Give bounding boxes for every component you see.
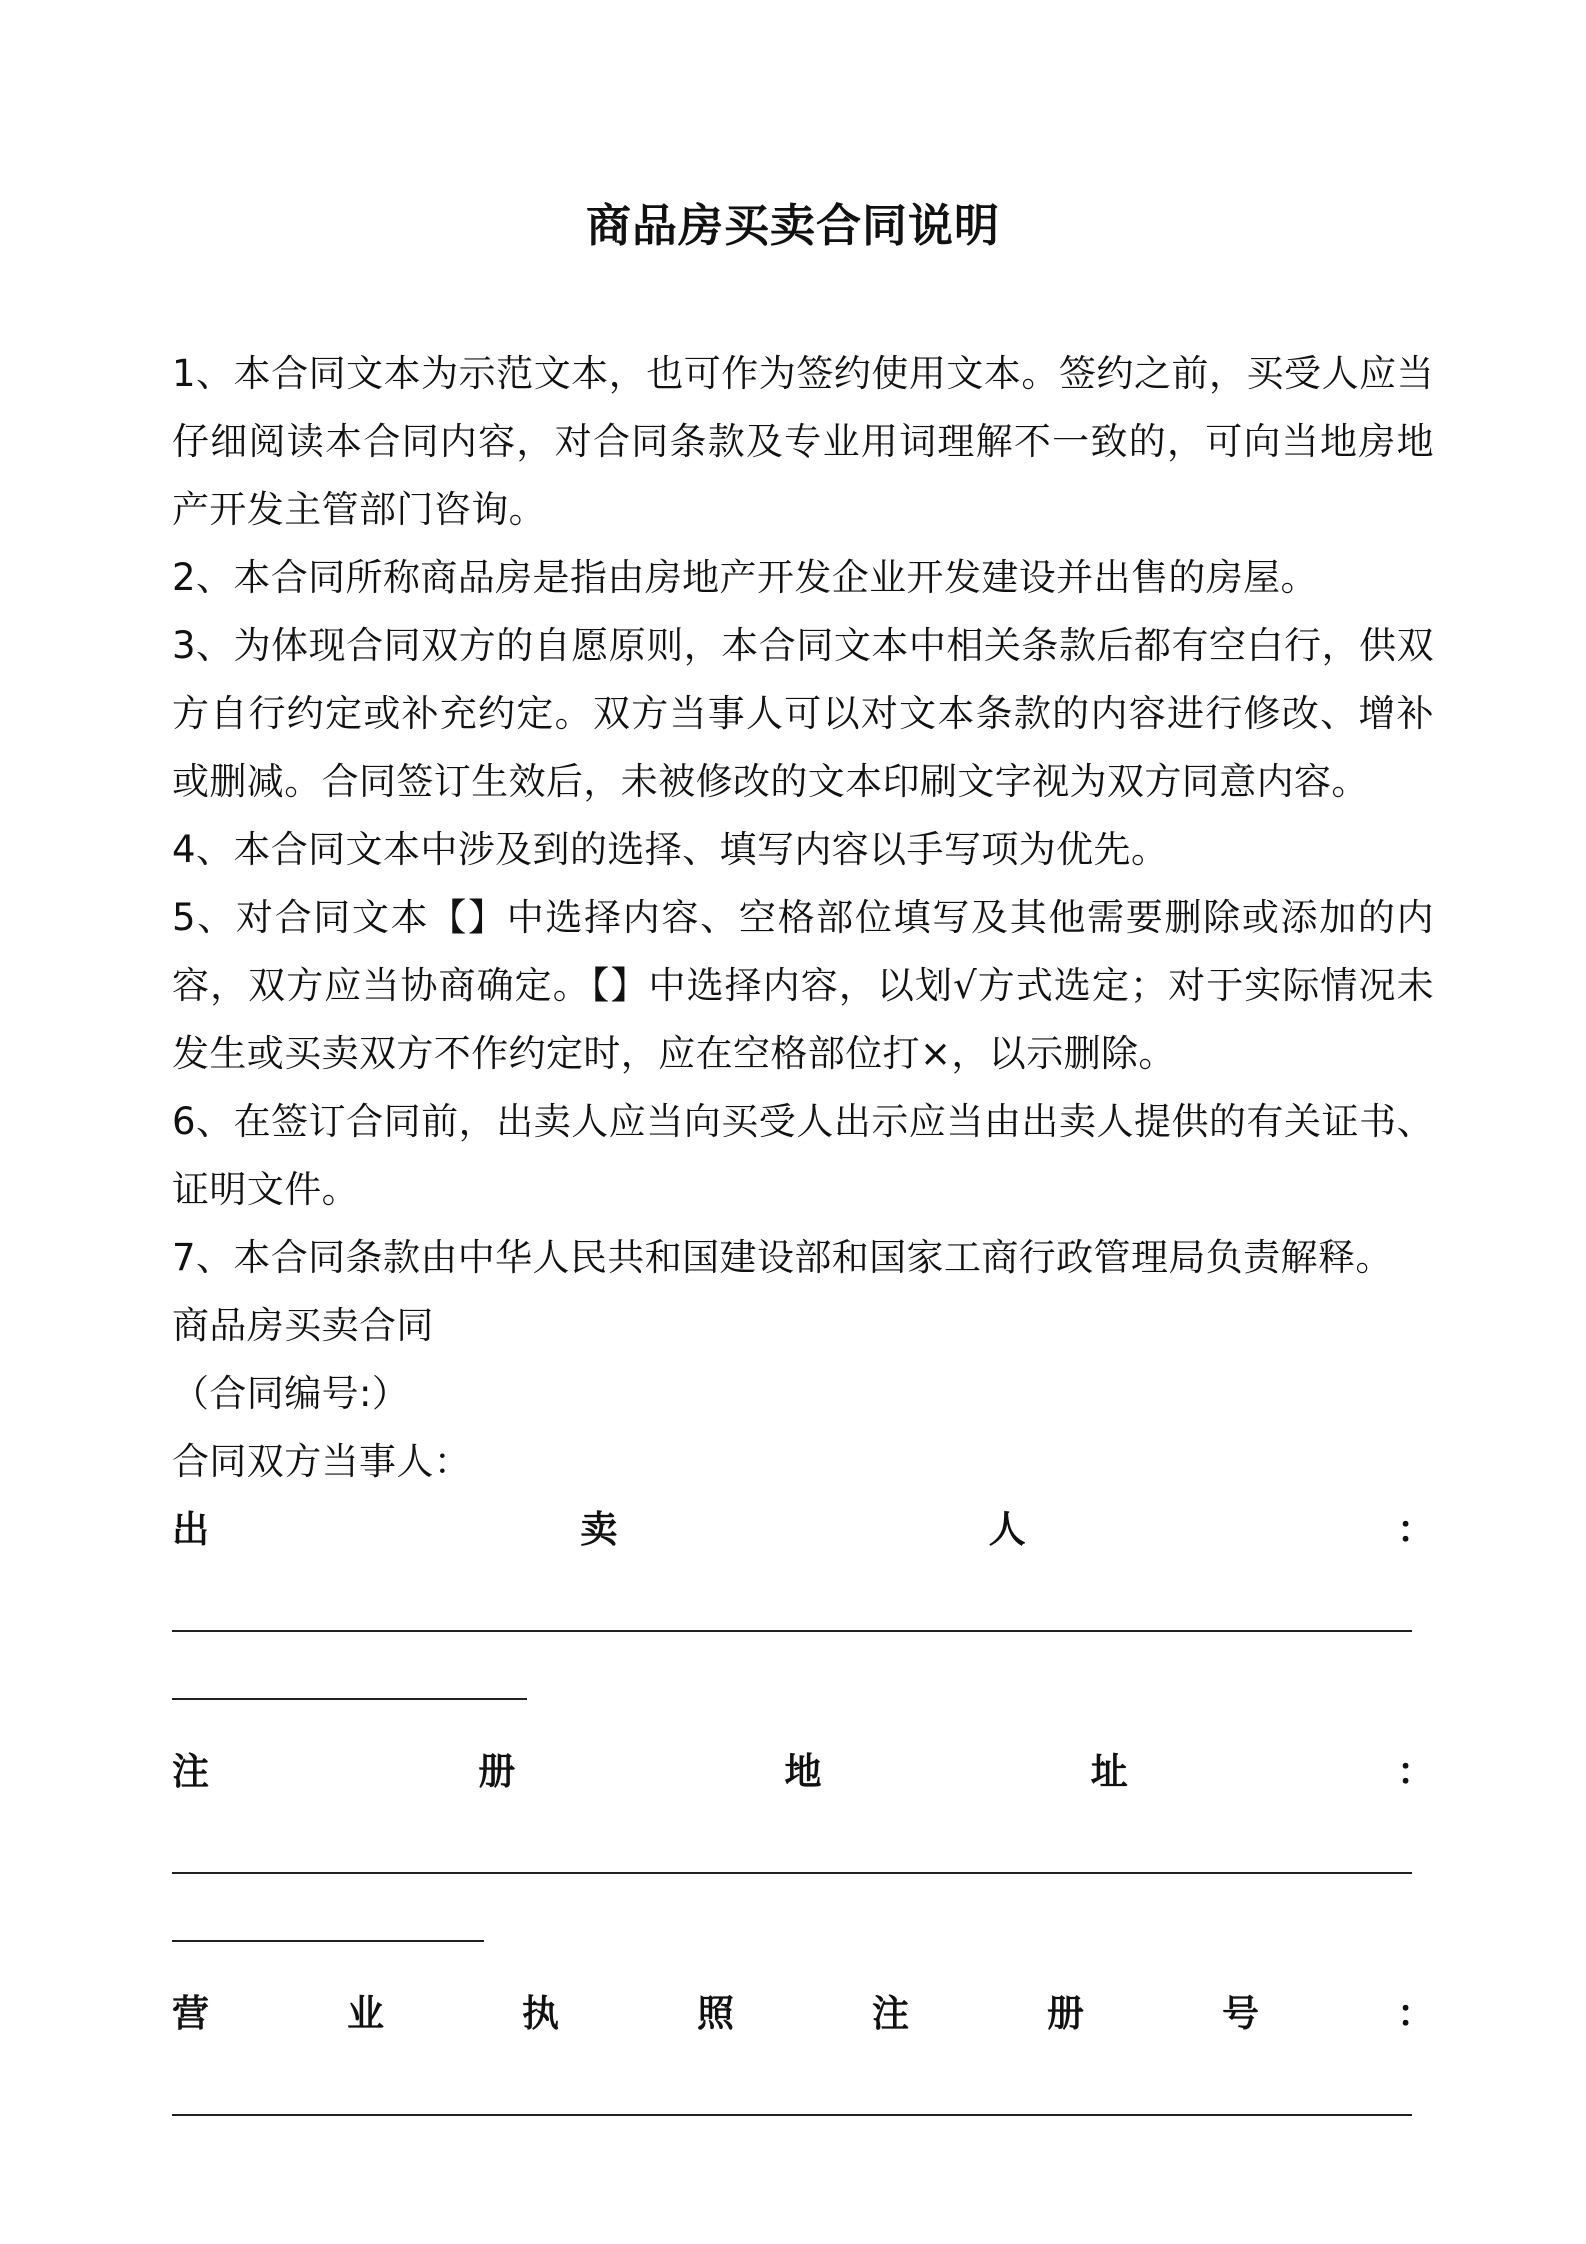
paragraph-3: 3、为体现合同双方的自愿原则，本合同文本中相关条款后都有空白行，供双方自行约定或补充约定。双方当事人可以对文本条款的内容进行修改、增补或删减。合同签订生效后，未被修改的文本印刷文字视为双方同意内容。	[172, 624, 1434, 803]
seller-label-char: ：	[1396, 1508, 1434, 1551]
license-label-char: 册	[1047, 1992, 1084, 2035]
license-label-char: 营	[172, 1992, 209, 2035]
seller-label-char: 卖	[580, 1508, 618, 1551]
paragraph-7: 7、本合同条款由中华人民共和国建设部和国家工商行政管理局负责解释。	[172, 1236, 1393, 1279]
document-body	[172, 340, 1434, 2116]
address-label-char: 地	[784, 1750, 822, 1793]
paragraph-4: 4、本合同文本中涉及到的选择、填写内容以手写项为优先。	[172, 828, 1169, 871]
license-label-char: 执	[522, 1992, 559, 2035]
seller-label-char: 人	[988, 1508, 1026, 1551]
seller-field-label	[172, 1496, 1434, 1564]
address-field-label	[172, 1738, 1434, 1806]
parties-label: 合同双方当事人：	[172, 1440, 472, 1483]
seller-blank-line	[172, 1630, 1412, 1632]
contract-title: 商品房买卖合同	[172, 1304, 434, 1347]
address-label-char: ：	[1397, 1750, 1434, 1793]
contract-number-label: （合同编号:）	[172, 1372, 410, 1415]
license-blank-line	[172, 2114, 1412, 2116]
license-label-char: 照	[697, 1992, 734, 2035]
address-label-char: 册	[478, 1750, 516, 1793]
document-title: 商品房买卖合同说明	[585, 199, 1000, 252]
license-label-char: 业	[347, 1992, 384, 2035]
paragraph-2: 2、本合同所称商品房是指由房地产开发企业开发建设并出售的房屋。	[172, 556, 1318, 599]
license-field-label	[172, 1980, 1434, 2048]
paragraph-6: 6、在签订合同前，出卖人应当向买受人出示应当由出卖人提供的有关证书、证明文件。	[172, 1100, 1434, 1211]
license-label-char: 号	[1222, 1992, 1259, 2035]
address-blank-line	[172, 1872, 1412, 1874]
seller-label-char: 出	[172, 1508, 209, 1551]
address-label-char: 址	[1090, 1750, 1128, 1793]
license-label-char: 注	[872, 1992, 909, 2035]
license-label-char: ：	[1397, 1992, 1434, 2035]
paragraph-5: 5、对合同文本【】中选择内容、空格部位填写及其他需要删除或添加的内容，双方应当协商确定。【】中选择内容，以划√方式选定；对于实际情况未发生或买卖双方不作约定时，应在空格部位打×，以示删除。	[172, 896, 1434, 1075]
address-label-char: 注	[172, 1750, 209, 1793]
paragraph-1: 1、本合同文本为示范文本，也可作为签约使用文本。签约之前，买受人应当仔细阅读本合同内容，对合同条款及专业用词理解不一致的，可向当地房地产开发主管部门咨询。	[172, 352, 1434, 531]
